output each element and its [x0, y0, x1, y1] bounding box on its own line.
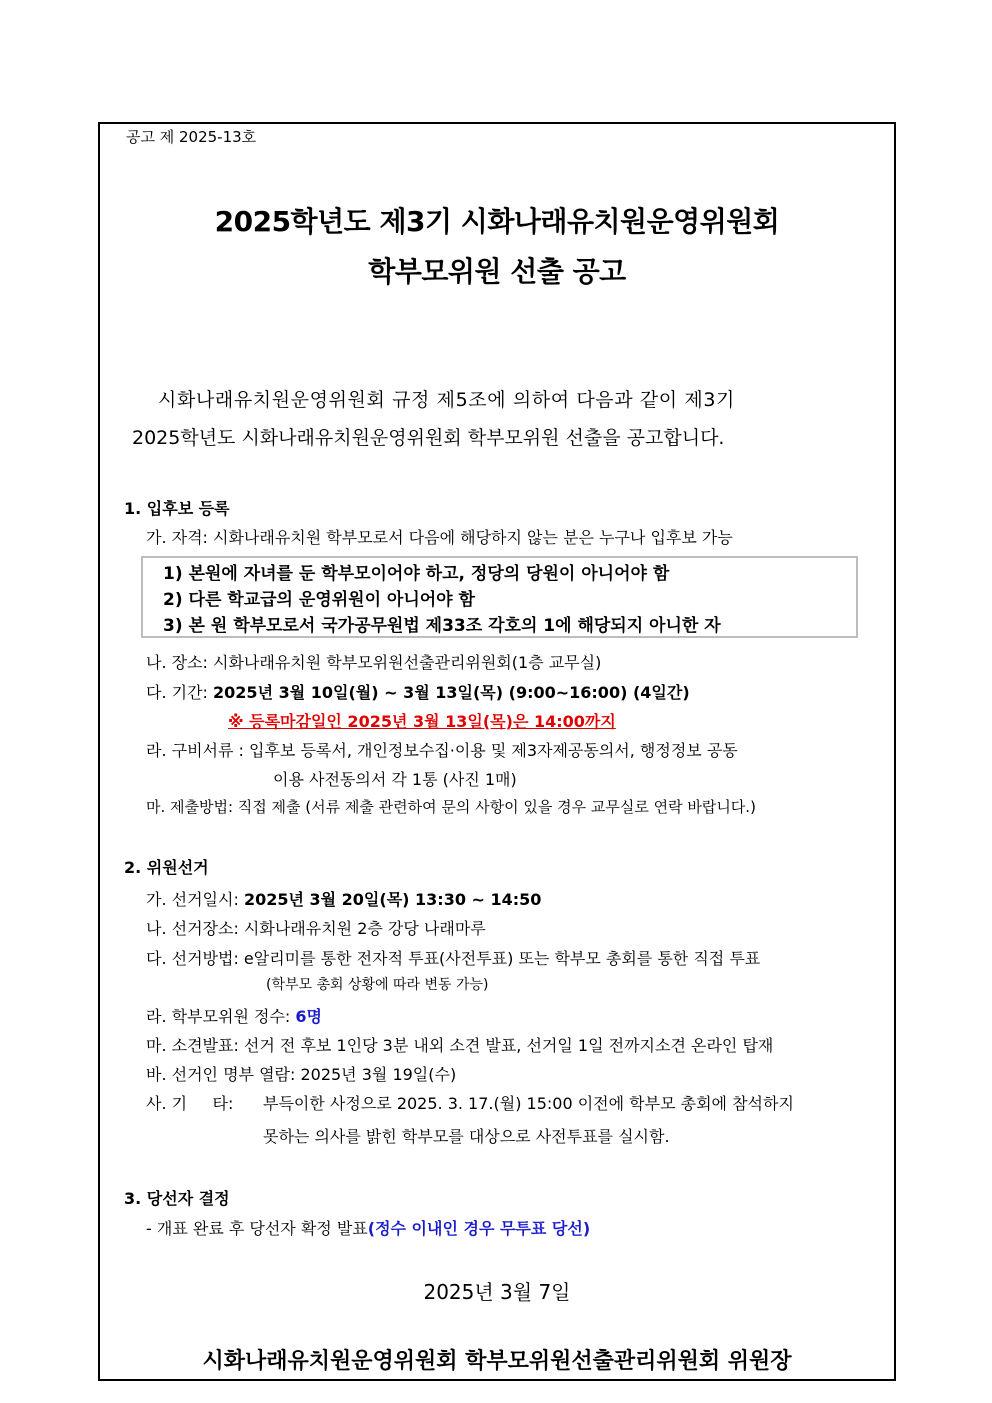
period-label: 다. 기간:	[146, 683, 214, 702]
qualification-item: 2) 다른 학교급의 운영위원이 아니어야 함	[163, 590, 475, 610]
section1-ma: 마. 제출방법: 직접 제출 (서류 제출 관련하여 문의 사항이 있을 경우 교무실로 연락 바랍니다.)	[146, 798, 756, 816]
section1-na: 나. 장소: 시화나래유치원 학부모위원선출관리위원회(1층 교무실)	[146, 653, 602, 672]
intro-line-2: 2025학년도 시화나래유치원운영위원회 학부모위원 선출을 공고합니다.	[132, 427, 725, 449]
election-date-label: 가. 선거일시:	[146, 890, 244, 909]
announcement-text: - 개표 완료 후 당선자 확정 발표	[146, 1219, 368, 1238]
notice-date: 2025년 3월 7일	[423, 1280, 571, 1304]
section2-ra	[146, 1004, 322, 1027]
section3-line	[146, 1216, 590, 1239]
section2-na: 나. 선거장소: 시화나래유치원 2층 강당 나래마루	[146, 919, 486, 938]
section1-ra-line-1: 라. 구비서류 : 입후보 등록서, 개인정보수집·이용 및 제3자제공동의서, 행정정보 공동	[146, 741, 738, 760]
title-line-1: 2025학년도 제3기 시화나래유치원운영위원회	[214, 205, 780, 238]
notice-frame	[98, 122, 896, 1381]
section1-ra-line-2: 이용 사전동의서 각 1통 (사진 1매)	[273, 770, 517, 789]
qualification-item: 1) 본원에 자녀를 둔 학부모이어야 하고, 정당의 당원이 아니어야 함	[163, 564, 670, 584]
member-count-value: 6명	[295, 1007, 322, 1026]
qualification-box	[141, 556, 858, 638]
section3-heading: 3. 당선자 결정	[124, 1189, 230, 1208]
signature: 시화나래유치원운영위원회 학부모위원선출관리위원회 위원장	[202, 1349, 792, 1374]
election-date-value: 2025년 3월 20일(목) 13:30 ~ 14:50	[243, 890, 542, 909]
intro-line-1: 시화나래유치원운영위원회 규정 제5조에 의하여 다음과 같이 제3기	[158, 389, 735, 411]
notice-number: 공고 제 2025-13호	[126, 128, 257, 146]
section2-sa-line-1: 부득이한 사정으로 2025. 3. 17.(월) 15:00 이전에 학부모 총회에 참석하지	[263, 1094, 794, 1113]
deadline-note: ※ 등록마감일인 2025년 3월 13일(목)은 14:00까지	[228, 712, 616, 731]
section2-sa-label: 사. 기 타:	[146, 1094, 234, 1113]
qualification-item: 3) 본 원 학부모로서 국가공무원법 제33조 각호의 1에 해당되지 아니한 자	[163, 616, 721, 636]
section1-da	[146, 680, 690, 703]
section2-da-line-1: 다. 선거방법: e알리미를 통한 전자적 투표(사전투표) 또는 학부모 총회를 통한 직접 투표	[146, 949, 761, 968]
section2-ba: 바. 선거인 명부 열람: 2025년 3월 19일(수)	[146, 1065, 457, 1084]
section2-sa-line-2: 못하는 의사를 밝힌 학부모를 대상으로 사전투표를 실시함.	[263, 1127, 670, 1146]
section1-heading: 1. 입후보 등록	[124, 499, 230, 518]
period-value: 2025년 3월 10일(월) ~ 3월 13일(목) (9:00~16:00) (4일간)	[213, 683, 690, 702]
section2-heading: 2. 위원선거	[124, 858, 209, 877]
member-count-label: 라. 학부모위원 정수:	[146, 1007, 296, 1026]
section2-ga	[146, 887, 541, 910]
section1-ga: 가. 자격: 시화나래유치원 학부모로서 다음에 해당하지 않는 분은 누구나 입후보 가능	[146, 528, 733, 547]
uncontested-note: (정수 이내인 경우 무투표 당선)	[367, 1219, 591, 1238]
section2-ma: 마. 소견발표: 선거 전 후보 1인당 3분 내외 소견 발표, 선거일 1일 전까지소견 온라인 탑재	[146, 1036, 774, 1055]
section2-da-line-2: (학부모 총회 상황에 따라 변동 가능)	[266, 977, 489, 993]
title-line-2: 학부모위원 선출 공고	[368, 255, 626, 288]
